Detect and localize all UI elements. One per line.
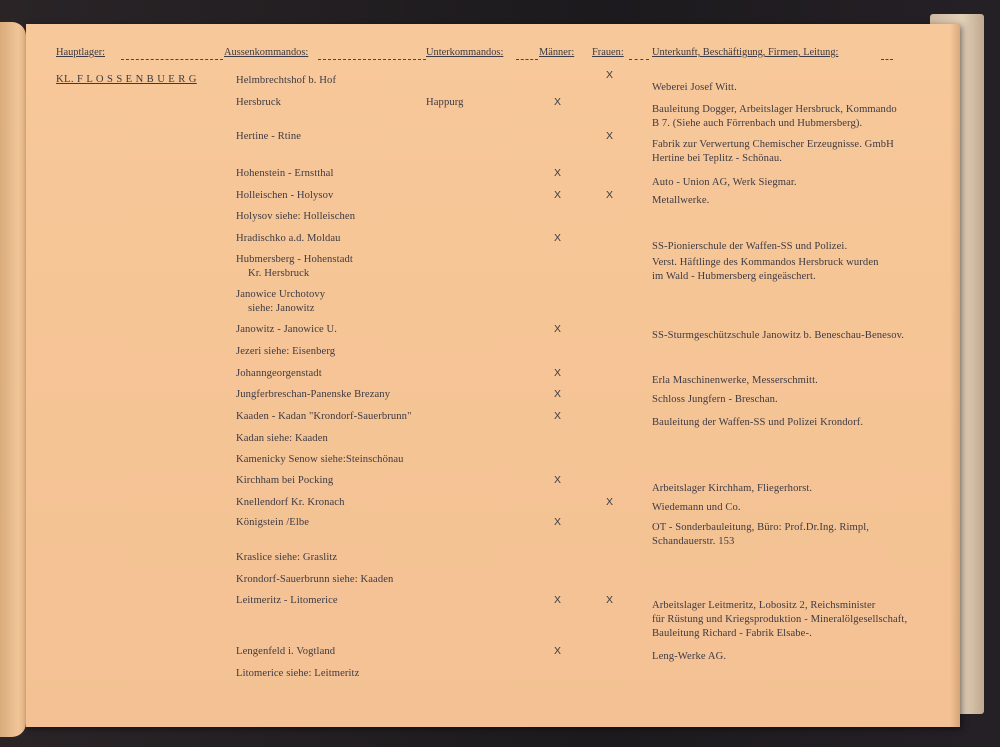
- previous-page-edge: [0, 22, 26, 737]
- unterkunft-detail-line: Arbeitslager Leitmeritz, Lobositz 2, Reichsminister: [652, 600, 876, 611]
- maenner-mark: X: [554, 96, 562, 108]
- unterkunft-detail-line: B 7. (Siehe auch Förrenbach und Hubmersberg).: [652, 118, 863, 129]
- unterkunft-detail-line: Metallwerke.: [652, 195, 710, 206]
- maenner-mark: X: [554, 516, 562, 528]
- unterkommando-name: Happurg: [426, 97, 464, 108]
- frauen-mark: X: [606, 189, 614, 201]
- aussenkommando-name: Hertine - Rtine: [236, 131, 302, 142]
- maenner-mark: X: [554, 388, 562, 400]
- aussenkommando-name: Hradischko a.d. Moldau: [236, 233, 341, 244]
- unterkunft-detail-line: OT - Sonderbauleitung, Büro: Prof.Dr.Ing. Rimpl,: [652, 522, 870, 533]
- aussenkommando-name: Litomerice siehe: Leitmeritz: [236, 668, 360, 679]
- unterkunft-detail-line: Auto - Union AG, Werk Siegmar.: [652, 177, 797, 188]
- unterkunft-detail-line: SS-Pionierschule der Waffen-SS und Polizei.: [652, 241, 848, 252]
- unterkunft-detail-line: im Wald - Hubmersberg eingeäschert.: [652, 271, 816, 282]
- unterkunft-detail-line: Erla Maschinenwerke, Messerschmitt.: [652, 375, 818, 386]
- maenner-mark: X: [554, 367, 562, 379]
- header-dash-4: [629, 59, 649, 60]
- aussenkommando-name: Knellendorf Kr. Kronach: [236, 497, 345, 508]
- frauen-mark: X: [606, 130, 614, 142]
- unterkunft-detail-line: Schandauerstr. 153: [652, 536, 735, 547]
- maenner-mark: X: [554, 232, 562, 244]
- header-dash-2: [318, 59, 426, 60]
- aussenkommando-name-continued: Kr. Hersbruck: [248, 268, 310, 279]
- header-maenner: Männer:: [539, 47, 575, 58]
- header-unterkunft: Unterkunft, Beschäftigung, Firmen, Leitung:: [652, 47, 839, 58]
- header-aussenkommandos: Aussenkommandos:: [224, 47, 309, 58]
- unterkunft-detail-line: Schloss Jungfern - Breschan.: [652, 394, 778, 405]
- aussenkommando-name: Königstein /Elbe: [236, 517, 310, 528]
- frauen-mark: X: [606, 69, 614, 81]
- unterkunft-detail-line: SS-Sturmgeschützschule Janowitz b. Beneschau-Benesov.: [652, 330, 905, 341]
- header-frauen: Frauen:: [592, 47, 624, 58]
- aussenkommando-name: Lengenfeld i. Vogtland: [236, 646, 336, 657]
- header-hauptlager: Hauptlager:: [56, 47, 106, 58]
- maenner-mark: X: [554, 645, 562, 657]
- maenner-mark: X: [554, 167, 562, 179]
- aussenkommando-name: Jezeri siehe: Eisenberg: [236, 346, 336, 357]
- header-dash-1: [121, 59, 223, 60]
- unterkunft-detail-line: Leng-Werke AG.: [652, 651, 727, 662]
- aussenkommando-name: Johanngeorgenstadt: [236, 368, 322, 379]
- aussenkommando-name: Hersbruck: [236, 97, 282, 108]
- unterkunft-detail-line: Bauleitung Richard - Fabrik Elsabe-.: [652, 628, 812, 639]
- hauptlager-name: KL. F L O S S E N B U E R G: [56, 74, 197, 85]
- frauen-mark: X: [606, 594, 614, 606]
- maenner-mark: X: [554, 189, 562, 201]
- aussenkommando-name: Janowice Urchotovy: [236, 289, 326, 300]
- unterkunft-detail-line: Bauleitung der Waffen-SS und Polizei Krondorf.: [652, 417, 864, 428]
- aussenkommando-name-continued: siehe: Janowitz: [248, 303, 315, 314]
- maenner-mark: X: [554, 323, 562, 335]
- aussenkommando-name: Kadan siehe: Kaaden: [236, 433, 328, 444]
- frauen-mark: X: [606, 496, 614, 508]
- unterkunft-detail-line: Hertine bei Teplitz - Schönau.: [652, 153, 783, 164]
- aussenkommando-name: Kraslice siehe: Graslitz: [236, 552, 338, 563]
- unterkunft-detail-line: Arbeitslager Kirchham, Fliegerhorst.: [652, 483, 813, 494]
- aussenkommando-name: Kirchham bei Pocking: [236, 475, 334, 486]
- unterkunft-detail-line: Verst. Häftlinge des Kommandos Hersbruck wurden: [652, 257, 879, 268]
- document-page: [26, 24, 960, 727]
- aussenkommando-name: Janowitz - Janowice U.: [236, 324, 338, 335]
- maenner-mark: X: [554, 594, 562, 606]
- aussenkommando-name: Kamenicky Senow siehe:Steinschönau: [236, 454, 404, 465]
- header-dash-5: [881, 59, 893, 60]
- aussenkommando-name: Jungferbreschan-Panenske Brezany: [236, 389, 391, 400]
- aussenkommando-name: Hohenstein - Ernstthal: [236, 168, 334, 179]
- unterkunft-detail-line: Wiedemann und Co.: [652, 502, 741, 513]
- maenner-mark: X: [554, 410, 562, 422]
- aussenkommando-name: Hubmersberg - Hohenstadt: [236, 254, 353, 265]
- aussenkommando-name: Helmbrechtshof b. Hof: [236, 75, 337, 86]
- maenner-mark: X: [554, 474, 562, 486]
- unterkunft-detail-line: Weberei Josef Witt.: [652, 82, 737, 93]
- header-dash-3: [516, 59, 538, 60]
- aussenkommando-name: Krondorf-Sauerbrunn siehe: Kaaden: [236, 574, 394, 585]
- unterkunft-detail-line: Bauleitung Dogger, Arbeitslager Hersbruck, Kommando: [652, 104, 897, 115]
- unterkunft-detail-line: Fabrik zur Verwertung Chemischer Erzeugnisse. GmbH: [652, 139, 894, 150]
- aussenkommando-name: Kaaden - Kadan "Krondorf-Sauerbrunn": [236, 411, 412, 422]
- aussenkommando-name: Holysov siehe: Holleischen: [236, 211, 356, 222]
- aussenkommando-name: Holleischen - Holysov: [236, 190, 334, 201]
- unterkunft-detail-line: für Rüstung und Kriegsproduktion - Mineralölgesellschaft,: [652, 614, 908, 625]
- aussenkommando-name: Leitmeritz - Litomerice: [236, 595, 338, 606]
- header-unterkommandos: Unterkommandos:: [426, 47, 504, 58]
